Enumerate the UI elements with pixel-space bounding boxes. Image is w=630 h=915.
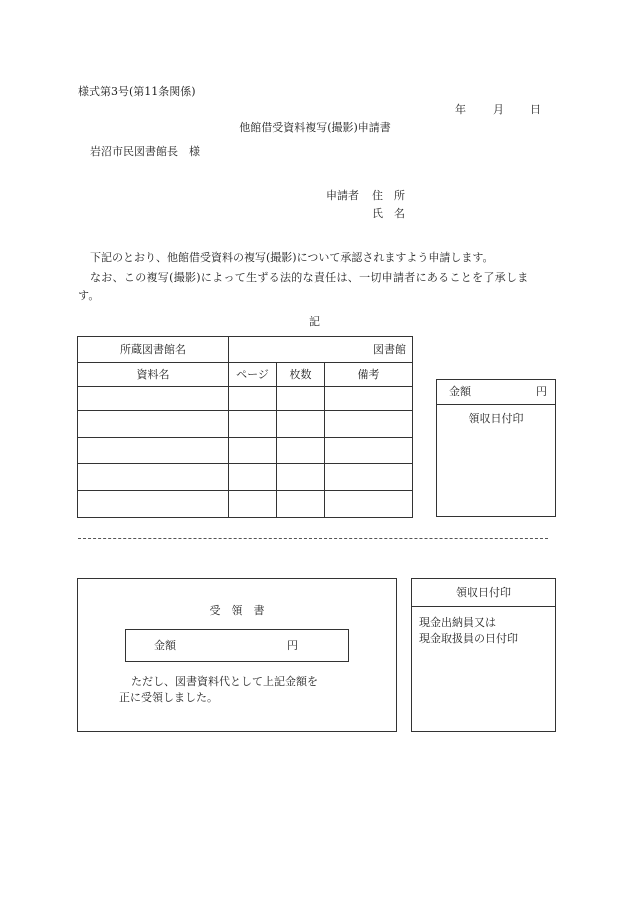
body-paragraph-1: 下記のとおり、他館借受資料の複写(撮影)について承認されますよう申請します。 <box>90 251 494 264</box>
table-cell <box>325 411 413 438</box>
table-cell <box>229 387 277 411</box>
receipt-stamp-title: 領収日付印 <box>456 586 511 599</box>
table-cell <box>78 411 229 438</box>
request-table <box>77 336 413 518</box>
table-cell <box>325 491 413 518</box>
receipt-stamp-line-1: 現金出納員又は <box>419 616 496 629</box>
table-cell <box>229 464 277 491</box>
receipt-title: 受 領 書 <box>209 604 265 617</box>
ki-heading: 記 <box>309 315 320 328</box>
date-month-label: 月 <box>493 103 504 116</box>
date-day-label: 日 <box>530 103 541 116</box>
table-row <box>78 464 413 491</box>
form-title: 他館借受資料複写(撮影)申請書 <box>239 121 391 134</box>
applicant-label: 申請者 <box>326 189 359 202</box>
table-cell <box>277 491 325 518</box>
header-remarks: 備考 <box>325 363 413 387</box>
header-material-name: 資料名 <box>78 363 229 387</box>
receipt-stamp-line-2: 現金取扱員の日付印 <box>419 632 518 645</box>
table-cell <box>78 438 229 464</box>
fee-amount-row <box>437 380 555 405</box>
table-cell <box>229 438 277 464</box>
receipt-amount-box <box>125 629 349 662</box>
table-row <box>78 438 413 464</box>
body-paragraph-2: なお、この複写(撮影)によって生ずる法的な責任は、一切申請者にあることを了承します。 <box>78 271 529 302</box>
table-cell <box>78 491 229 518</box>
table-cell <box>277 464 325 491</box>
applicant-address-label: 住 所 <box>372 189 405 202</box>
table-cell <box>277 387 325 411</box>
table-header-row <box>78 363 413 387</box>
receipt-note-line-1: ただし、図書資料代として上記金額を <box>131 675 318 688</box>
fee-stamp-label: 領収日付印 <box>468 412 524 425</box>
receipt-amount-label: 金額 <box>154 639 176 652</box>
table-cell <box>229 491 277 518</box>
fee-box <box>436 379 556 517</box>
table-cell <box>229 411 277 438</box>
form-number: 様式第3号(第11条関係) <box>78 85 196 98</box>
receipt-yen-label: 円 <box>287 639 298 652</box>
cut-line <box>78 538 548 539</box>
receipt-note-line-2: 正に受領しました。 <box>119 691 218 704</box>
library-name-cell: 図書館 <box>229 337 413 363</box>
date-year-label: 年 <box>455 103 466 116</box>
table-cell <box>277 438 325 464</box>
receipt-stamp-header <box>412 579 555 607</box>
table-row <box>78 411 413 438</box>
table-cell <box>277 411 325 438</box>
header-pages: ページ <box>229 363 277 387</box>
table-cell <box>78 387 229 411</box>
library-label-cell: 所蔵図書館名 <box>78 337 229 363</box>
library-row <box>78 337 413 363</box>
table-row <box>78 491 413 518</box>
addressee: 岩沼市民図書館長 様 <box>90 145 200 158</box>
receipt-stamp-box <box>411 578 556 732</box>
table-cell <box>78 464 229 491</box>
header-sheets: 枚数 <box>277 363 325 387</box>
applicant-name-label: 氏 名 <box>372 207 405 220</box>
fee-yen-label: 円 <box>536 385 547 398</box>
table-cell <box>325 438 413 464</box>
fee-amount-label: 金額 <box>449 385 471 398</box>
table-cell <box>325 464 413 491</box>
table-cell <box>325 387 413 411</box>
table-row <box>78 387 413 411</box>
receipt-box <box>77 578 397 732</box>
